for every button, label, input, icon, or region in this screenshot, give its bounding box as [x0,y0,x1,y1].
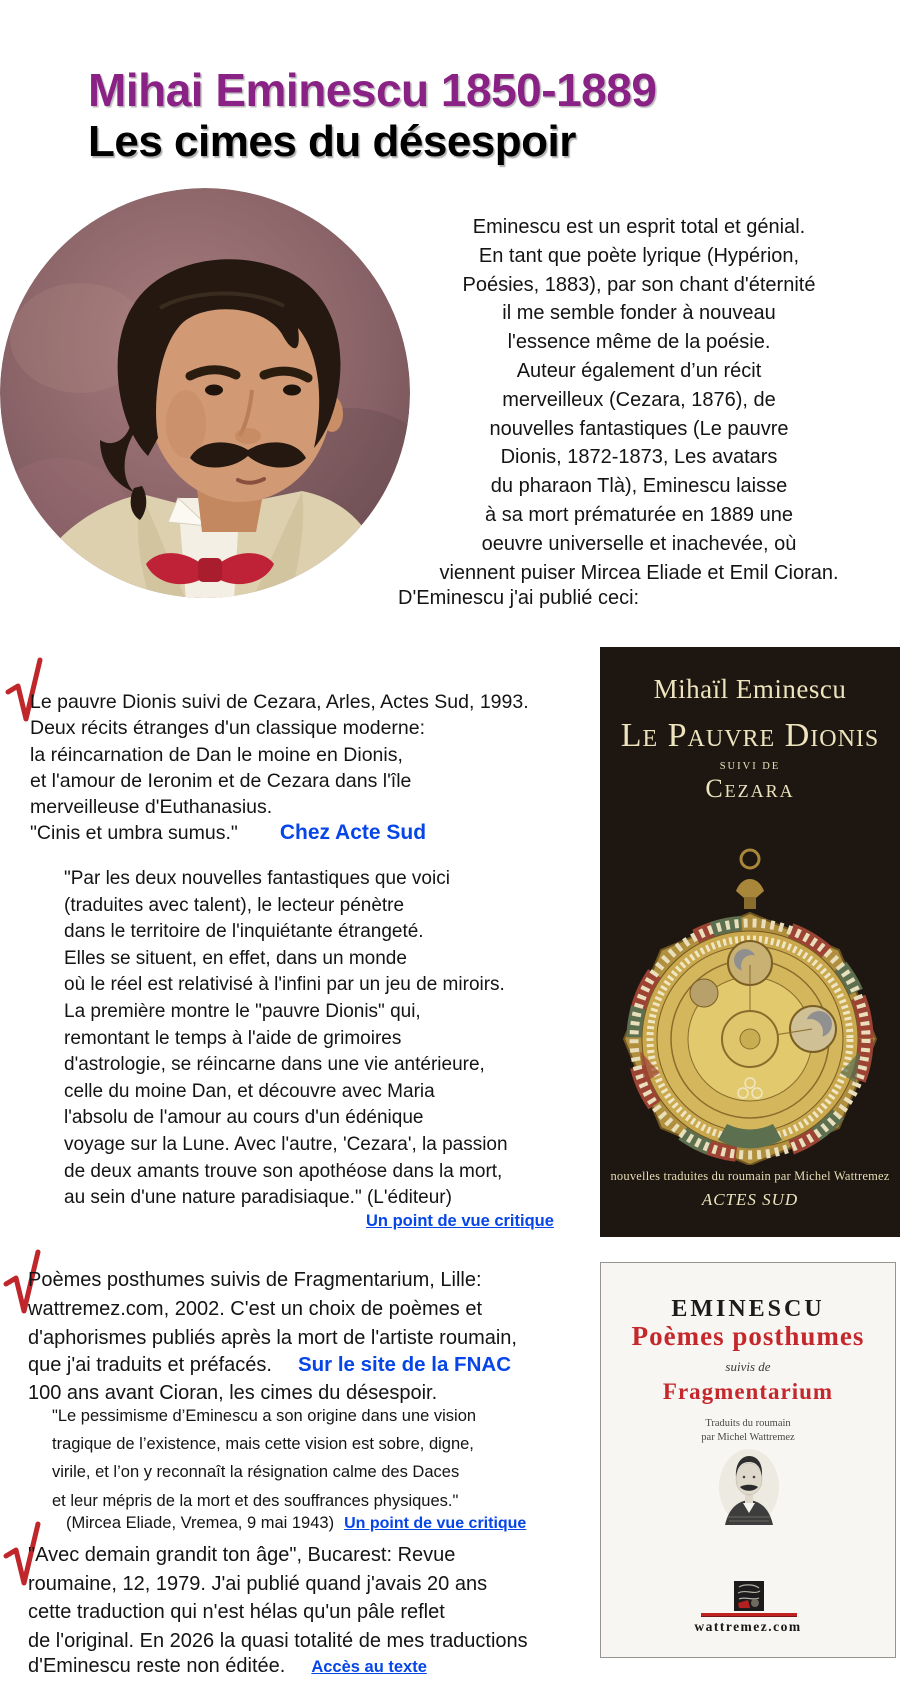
text-line: "Le pessimisme d’Eminescu a son origine dans une vision [52,1407,477,1425]
logo-underline [701,1613,797,1617]
text-line: de l'original. En 2026 la quasi totalité de mes traductions [28,1629,528,1652]
text-line: "Par les deux nouvelles fantastiques que voici [64,868,450,889]
cinis-line [30,820,426,846]
cover1-author: Mihaïl Eminescu [653,674,847,704]
intro-paragraph [388,213,890,587]
text-line: oeuvre universelle et inachevée, où [481,532,797,555]
text-line: à sa mort prématurée en 1889 une [485,503,793,526]
text-line: virile, et l’on y reconnaît la résignation calme des Daces [52,1463,460,1482]
book-cover-poemes[interactable] [600,1262,896,1658]
cover2-title: Poèmes posthumes [631,1321,865,1351]
text-line: voyage sur la Lune. Avec l'autre, 'Cezara', la passion [64,1133,508,1155]
text-line: "Avec demain grandit ton âge", Bucarest: Revue [28,1544,456,1566]
text-line: viennent puiser Mircea Eliade et Emil Cioran. [439,561,839,584]
wattremez-logo [734,1581,764,1611]
text-line: Elles se situent, en effet, dans un monde [64,947,407,969]
text-line: et l'amour de Ieronim et de Cezara dans l'île [30,769,412,792]
cover1-publisher: ACTES SUD [701,1190,799,1209]
cover2-suivi: suivis de [725,1359,771,1374]
text-line: Deux récits étranges d'un classique moderne: [30,717,426,740]
text-line: du pharaon Tlà), Eminescu laisse [490,475,788,498]
text-line: Le pauvre Dionis suivi de Cezara, Arles, Actes Sud, 1993. [30,691,529,713]
editor-quote [64,866,508,1212]
text-line: et leur mépris de la mort et des souffrances physiques." [52,1491,459,1510]
text-line: merveilleux (Cezara, 1876), de [502,388,776,411]
demain-last-text: d'Eminescu reste non éditée. [28,1655,286,1677]
cover1-credit: nouvelles traduites du roumain par Michel Wattremez [610,1169,890,1183]
section-dionis-text [30,689,529,820]
cover1-title2: Cezara [705,774,795,803]
section-demain-text [28,1541,528,1655]
text-line: celle du moine Dan, et découvre avec Maria [64,1080,435,1102]
fnac-link[interactable]: Sur le site de la FNAC [297,1353,511,1376]
cioran-line: 100 ans avant Cioran, les cimes du désespoir. [28,1382,438,1404]
text-line: Eminescu est un esprit total et génial. [472,216,806,238]
text-line: d'aphorismes publiés après la mort de l'artiste roumain, [28,1327,517,1349]
text-line: wattremez.com, 2002. C'est un choix de poèmes et [28,1298,483,1320]
cover2-author: EMINESCU [671,1296,825,1322]
cover1-title: Le Pauvre Dionis [620,717,880,754]
text-line: nouvelles fantastiques (Le pauvre [489,417,789,440]
eminescu-engraving [717,1447,781,1527]
page-title: Mihai Eminescu 1850-1889 [88,64,657,116]
section-poemes-text [28,1266,517,1353]
text-line: Poésies, 1883), par son chant d'éternité [462,273,816,296]
cover2-credit-line2: par Michel Wattremez [701,1431,795,1443]
text-line: merveilleuse d'Euthanasius. [30,796,273,819]
text-line: cette traduction qui n'est hélas qu'un pâle reflet [28,1601,445,1623]
text-line: tragique de l’existence, mais cette vision est sobre, digne, [52,1435,474,1454]
text-line: l'absolu de l'amour au cours d'un édénique [64,1107,424,1129]
text-line: En tant que poète lyrique (Hypérion, [478,244,800,267]
cover1-suivi: SUIVI DE [719,761,781,772]
text-line: il me semble fonder à nouveau [502,302,776,325]
eliade-attribution-line [66,1514,526,1533]
eminescu-photo-image [0,188,410,598]
eminescu-photo [0,188,410,598]
text-line: remontant le temps à l'aide de grimoires [64,1027,402,1049]
text-line: (traduites avec talent), le lecteur pénètre [64,894,405,916]
demain-last-line [28,1655,427,1678]
text-line: d'astrologie, se réincarne dans une vie antérieure, [64,1054,485,1076]
cover2-credit-line1: Traduits du roumain [705,1418,791,1429]
published-line: D'Eminescu j'ai publié ceci: [398,587,640,609]
critique-link-dionis[interactable]: Un point de vue critique [366,1212,554,1230]
eliade-quote [52,1402,476,1515]
text-line: La première montre le "pauvre Dionis" qui, [64,1000,421,1022]
text-line: la réincarnation de Dan le moine en Dionis, [30,743,403,766]
text-line: l'essence même de la poésie. [507,331,771,354]
eliade-attribution: (Mircea Eliade, Vremea, 9 mai 1943) [66,1514,335,1532]
text-line: au sein d'une nature paradisiaque." (L'éditeur) [64,1187,452,1209]
cinis-quote: "Cinis et umbra sumus." [30,822,238,844]
text-line: où le réel est relativisé à l'infini par un jeu de miroirs. [64,974,505,996]
acces-texte-link[interactable]: Accès au texte [311,1658,427,1676]
prefaces-line [28,1353,511,1377]
book-cover-dionis[interactable] [600,647,900,1237]
prefaces-text: que j'ai traduits et préfacés. [28,1354,272,1376]
text-line: Poèmes posthumes suivis de Fragmentarium, Lille: [28,1269,482,1291]
critique-link-poemes[interactable]: Un point de vue critique [344,1515,527,1532]
text-line: de deux amants trouve son apothéose dans la mort, [64,1160,503,1182]
page-subtitle: Les cimes du désespoir [88,117,576,166]
astrolabe-illustration [600,843,900,1165]
acte-sud-link[interactable]: Chez Acte Sud [279,821,427,844]
text-line: roumaine, 12, 1979. J'ai publié quand j'avais 20 ans [28,1572,488,1595]
cover2-site: wattremez.com [694,1619,802,1634]
text-line: Auteur également d’un récit [516,359,762,382]
text-line: dans le territoire de l'inquiétante étrangeté. [64,921,424,943]
cover2-title2: Fragmentarium [662,1379,834,1404]
text-line: Dionis, 1872-1873, Les avatars [500,446,778,469]
